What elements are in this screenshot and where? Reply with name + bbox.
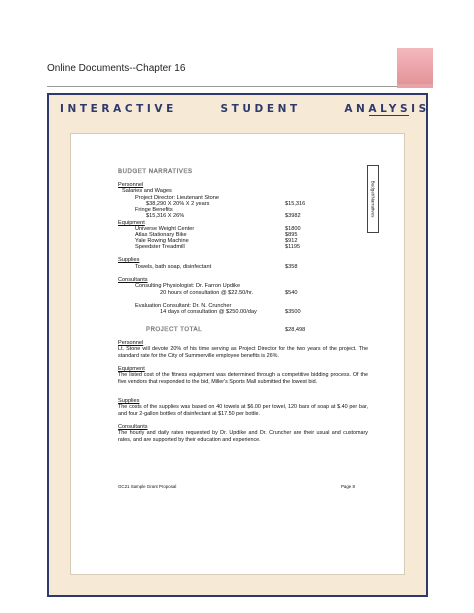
fringe-label: Fringe Benefits xyxy=(135,207,173,213)
banner-word-interactive: INTERACTIVE xyxy=(60,103,177,115)
narrative-personnel-heading: Personnel xyxy=(118,340,144,346)
supplies-amount: $358 xyxy=(285,264,298,270)
project-total-amount: $28,498 xyxy=(285,327,306,333)
consultants-label: Consultants xyxy=(118,277,148,283)
narrative-equipment-text: The listed cost of the fitness equipment was determined through a competitive bidding process. Of the five vendors that responded to the bid, Miller's Sports Mall submitted the lowest bid. xyxy=(118,372,368,385)
equipment-item: Speedster Treadmill xyxy=(135,244,185,250)
salaries-label: Salaries and Wages xyxy=(122,188,172,194)
project-total-label: PROJECT TOTAL xyxy=(146,327,203,333)
narrative-equipment-heading: Equipment xyxy=(118,366,145,372)
equipment-amount: $1195 xyxy=(285,244,301,250)
fringe-amount: $3982 xyxy=(285,213,301,219)
supplies-label: Supplies xyxy=(118,257,140,263)
salary-amount: $15,316 xyxy=(285,201,306,207)
banner-underline xyxy=(369,115,409,116)
side-tab xyxy=(367,165,379,233)
equipment-item: Atlas Stationary Bike xyxy=(135,232,187,238)
equipment-item: Universe Weight Center xyxy=(135,226,195,232)
evaluation-amount: $3500 xyxy=(285,309,301,315)
corner-tab-foot xyxy=(397,84,433,88)
physiologist-label: Consulting Physiologist: Dr. Farron Updike xyxy=(135,283,241,289)
equipment-amount: $1800 xyxy=(285,226,301,232)
fringe-calculation: $15,316 X 26% xyxy=(146,213,185,219)
equipment-amount: $895 xyxy=(285,232,298,238)
corner-tab-decoration xyxy=(397,48,433,84)
equipment-amount: $912 xyxy=(285,238,298,244)
narrative-consultants-text: The hourly and daily rates requested by Dr. Updike and Dr. Cruncher are their usual and customary rates, and are supported by their education and experience. xyxy=(118,430,368,443)
project-director-label: Project Director: Lieutenant Stone xyxy=(135,195,219,201)
side-tab-label: Budget/Narratives xyxy=(370,180,376,218)
evaluation-label: Evaluation Consultant: Dr. N. Cruncher xyxy=(135,303,232,309)
narrative-supplies-heading: Supplies xyxy=(118,398,140,404)
equipment-label: Equipment xyxy=(118,220,145,226)
banner-word-analysis: ANALYSIS xyxy=(344,103,430,115)
personnel-label: Personnel xyxy=(118,182,144,188)
physiologist-amount: $540 xyxy=(285,290,298,296)
narrative-supplies-text: The costs of the supplies was based on 40 towels at $6.00 per towel, 120 bars of soap at $.40 per bar, and four 2-gallon bottles of disinfectant at $17.50 per bottle. xyxy=(118,404,368,417)
document-footer-page: Page 8 xyxy=(341,484,355,489)
equipment-item: Yale Rowing Machine xyxy=(135,238,189,244)
physiologist-calculation: 20 hours of consultation @ $22.50/hr. xyxy=(160,290,254,296)
narrative-personnel-text: Lt. Stone will devote 20% of his time serving as Project Director for the two years of the project. The standard rate for the City of Summerville employee benefits is 26%. xyxy=(118,346,368,359)
narrative-consultants-heading: Consultants xyxy=(118,424,148,430)
budget-heading: BUDGET NARRATIVES xyxy=(118,169,193,175)
document-footer-left: GC21 Sample Grant Proposal xyxy=(118,484,177,489)
page-header-title: Online Documents--Chapter 16 xyxy=(47,63,186,74)
header-divider xyxy=(47,86,397,87)
banner-title xyxy=(60,103,430,115)
salary-calculation: $38,290 X 20% X 2 years xyxy=(146,201,210,207)
banner-word-student: STUDENT xyxy=(220,103,301,115)
evaluation-calculation: 14 days of consultation @ $250.00/day xyxy=(160,309,257,315)
supplies-item: Towels, bath soap, disinfectant xyxy=(135,264,212,270)
